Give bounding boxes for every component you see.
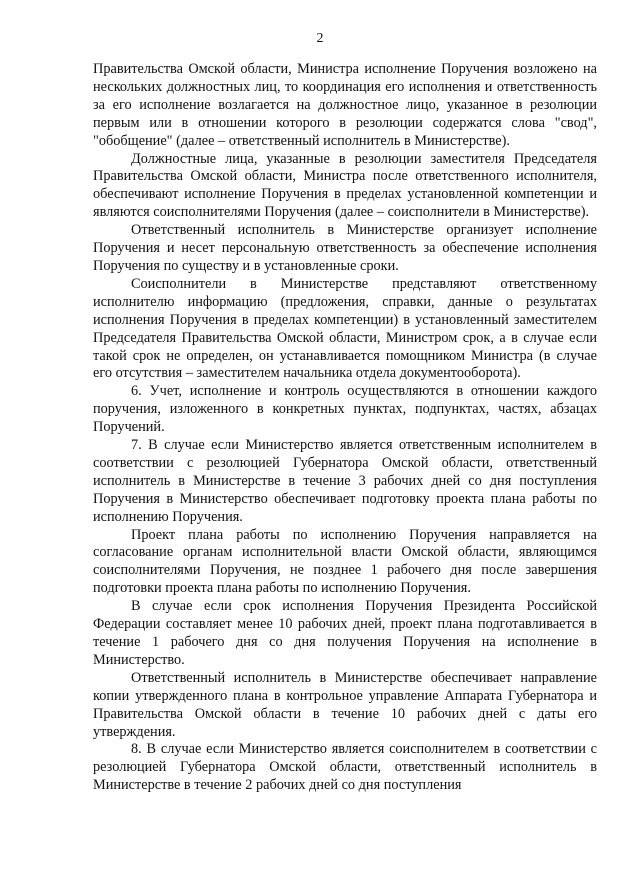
- paragraph-item-7: 7. В случае если Министерство является ответственным исполнителем в соответствии с резолюцией Губернатора Омской области, ответственный исполнитель в Министерстве в течение 3 рабочих дней со дня поступления Поручения в Министерство обеспечивает подготовку проекта плана работы по исполнению Поручения.: [93, 437, 597, 525]
- paragraph-short-deadline: В случае если срок исполнения Поручения Президента Российской Федерации составляет менее 10 рабочих дней, проект плана подготавливается в течение 1 рабочего дня со дня получения Поручения на исполнение в Министерство.: [93, 598, 597, 668]
- paragraph-item-8: 8. В случае если Министерство является соисполнителем в соответствии с резолюцией Губернатора Омской области, ответственный исполнитель в Министерстве в течение 2 рабочих дней со дня поступления: [93, 741, 597, 794]
- paragraph-plan-copy: Ответственный исполнитель в Министерстве обеспечивает направление копии утвержденного плана в контрольное управление Аппарата Губернатора и Правительства Омской области в течение 10 рабочих дней с даты его утверждения.: [93, 669, 597, 740]
- paragraph-item-6: 6. Учет, исполнение и контроль осуществляются в отношении каждого поручения, изложенного в конкретных пунктах, подпунктах, частях, абзацах Поручений.: [93, 383, 597, 436]
- paragraph-co-executors-definition: Должностные лица, указанные в резолюции заместителя Председателя Правительства Омской области, Министра после ответственного исполнителя, обеспечивают исполнение Поручения в пределах установленной компетенции и являются соисполнителями Поручения (далее – соисполнители в Министерстве).: [93, 150, 597, 221]
- paragraph-co-executors-reporting: Соисполнители в Министерстве представляют ответственному исполнителю информацию (предложения, справки, данные о результатах исполнения Поручения в пределах компетенции) в установленный заместителем Председателя Правительства Омской области, Министром срок, а в случае если такой срок не определен, он устанавливается помощником Министра (в случае его отсутствия – заместителем начальника отдела документооборота).: [93, 275, 597, 382]
- paragraph-responsible-executor-duties: Ответственный исполнитель в Министерстве организует исполнение Поручения и несет персональную ответственность за обеспечение исполнения Поручения по существу и в установленные сроки.: [93, 222, 597, 274]
- paragraph-plan-approval: Проект плана работы по исполнению Поручения направляется на согласование органам исполнительной власти Омской области, являющимся соисполнителями Поручения, не позднее 1 рабочего дня после завершения подготовки проекта плана работы по исполнению Поручения.: [93, 526, 597, 597]
- paragraph-continuation: Правительства Омской области, Министра исполнение Поручения возложено на нескольких должностных лиц, то координация его исполнения и ответственность за его исполнение возлагается на должностное лицо, указанное в резолюции первым или в отношении которого в резолюции содержатся слова "свод", "обобщение" (далее – ответственный исполнитель в Министерстве).: [93, 61, 597, 149]
- page-number: 2: [316, 31, 324, 46]
- document-body: [93, 61, 597, 795]
